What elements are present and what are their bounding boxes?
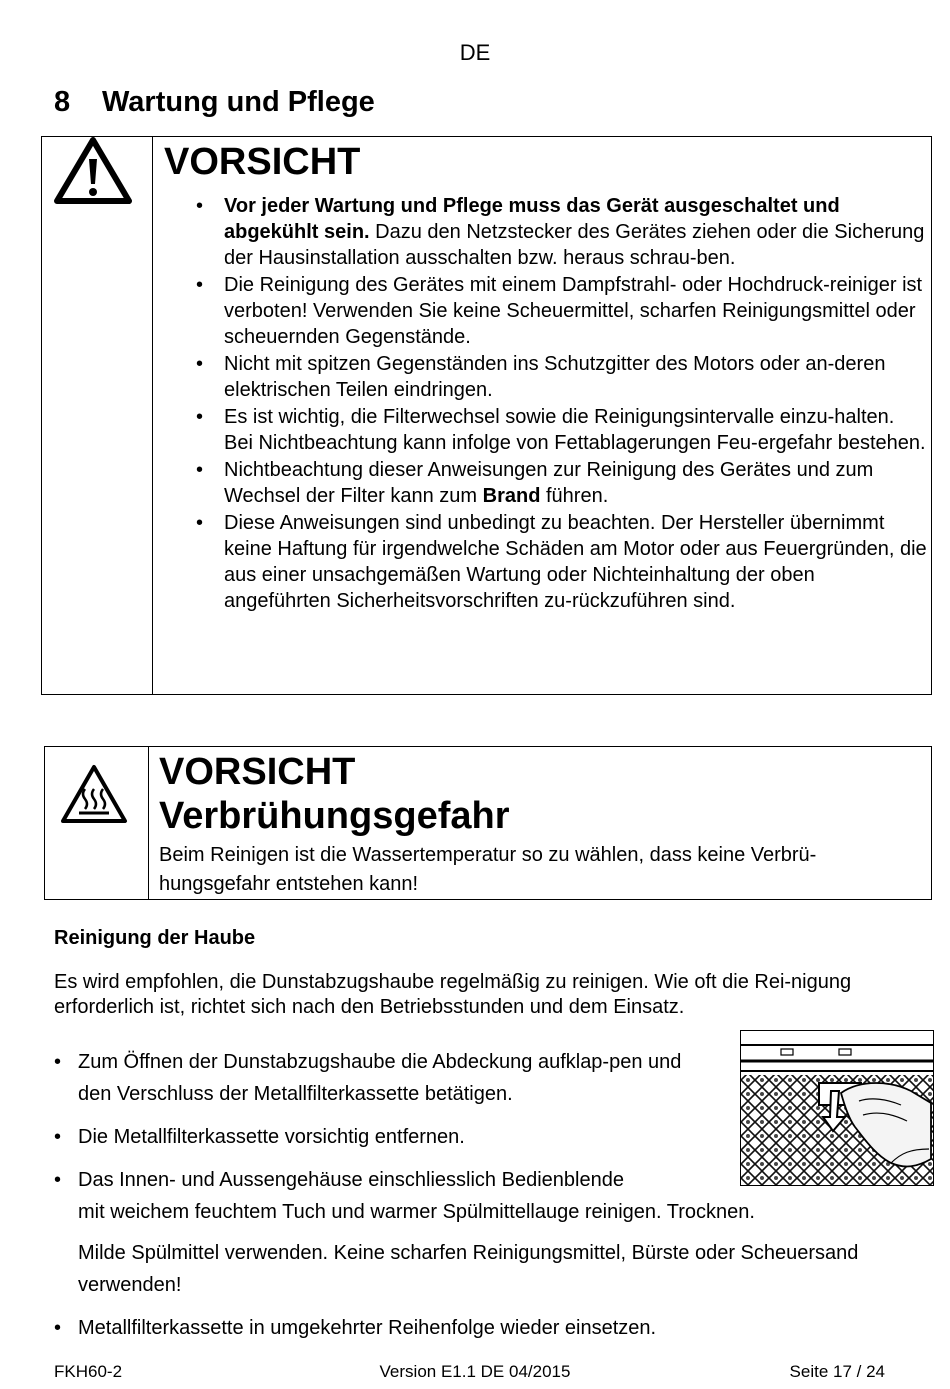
caution-box	[41, 136, 932, 695]
chapter-heading	[54, 86, 375, 119]
list-item: • Die Metallfilterkassette vorsichtig entfernen.	[54, 1126, 465, 1148]
list-item: • Die Reinigung des Gerätes mit einem Dampfstrahl- oder Hochdruck-reiniger ist verboten! Verwenden Sie keine Scheuermittel, scharfen Reinigungsmittel oder scheuernden Gegenstände.	[196, 274, 923, 348]
language-label: DE	[459, 40, 491, 65]
list-item: • Nichtbeachtung dieser Anweisungen zur Reinigung des Gerätes und zum Wechsel der Filter kann zum Brand führen.	[196, 459, 874, 507]
scald-text: Beim Reinigen ist die Wassertemperatur so zu wählen, dass keine Verbrü-hungsgefahr entstehen kann!	[159, 844, 817, 895]
list-item-note: Milde Spülmittel verwenden. Keine scharfen Reinigungsmittel, Bürste oder Scheuersand verwenden!	[78, 1242, 859, 1296]
list-item: • Diese Anweisungen sind unbedingt zu beachten. Der Hersteller übernimmt keine Haftung für irgendwelche Schäden am Motor oder aus Feuergründen, die aus einer unsachgemäßen Wartung oder Nichteinhaltung der oben angeführten Sicherheitsvorschriften zu-rückzuführen sind.	[196, 512, 927, 612]
scald-title: VORSICHT	[159, 751, 356, 793]
section-heading: Reinigung der Haube	[54, 927, 256, 949]
caution-title: VORSICHT	[164, 141, 361, 183]
list-item: • Es ist wichtig, die Filterwechsel sowie die Reinigungsintervalle einzu-halten. Bei Nichtbeachtung kann infolge von Fettablagerungen Feu-ergefahr bestehen.	[196, 406, 926, 454]
list-item: • Das Innen- und Aussengehäuse einschliesslich Bedienblende mit weichem feuchtem Tuch und warmer Spülmittellauge reinigen. Trocknen. Milde Spülmittel verwenden. Keine scharfen Reinigungsmittel, Bürste oder Scheuersand verwenden!	[54, 1164, 874, 1301]
chapter-title: Wartung und Pflege	[102, 86, 375, 118]
list-item: • Metallfilterkassette in umgekehrter Reihenfolge wieder einsetzen.	[54, 1317, 657, 1339]
filter-removal-illustration	[740, 1030, 934, 1186]
warning-triangle-icon	[54, 137, 132, 205]
list-item: • Zum Öffnen der Dunstabzugshaube die Abdeckung aufklap-pen und den Verschluss der Metallfilterkassette betätigen.	[54, 1051, 682, 1105]
caution-list	[192, 193, 927, 615]
caution-icon-cell	[42, 137, 153, 694]
scald-icon-cell	[45, 747, 149, 899]
list-item: • Nicht mit spitzen Gegenständen ins Schutzgitter des Motors oder an-deren elektrischen Teilen eindringen.	[196, 353, 886, 401]
footer-page-number: Seite 17 / 24	[789, 1362, 885, 1381]
filter-cassette-image	[741, 1031, 933, 1185]
scald-warning-box	[44, 746, 932, 900]
hot-surface-icon	[59, 763, 129, 825]
footer-version: Version E1.1 DE 04/2015	[379, 1362, 571, 1381]
chapter-number: 8	[54, 86, 71, 118]
scald-subtitle: Verbrühungsgefahr	[159, 795, 510, 837]
section-intro: Es wird empfohlen, die Dunstabzugshaube regelmäßig zu reinigen. Wie oft die Rei-nigung erforderlich ist, richtet sich nach den Betriebsstunden und dem Einsatz.	[54, 971, 852, 1018]
footer-model: FKH60-2	[54, 1362, 123, 1381]
list-item: • Vor jeder Wartung und Pflege muss das Gerät ausgeschaltet und abgekühlt sein. Dazu den Netzstecker des Gerätes ziehen oder die Sicherung der Hausinstallation ausschalten bzw. heraus schrau-ben.	[196, 195, 925, 269]
